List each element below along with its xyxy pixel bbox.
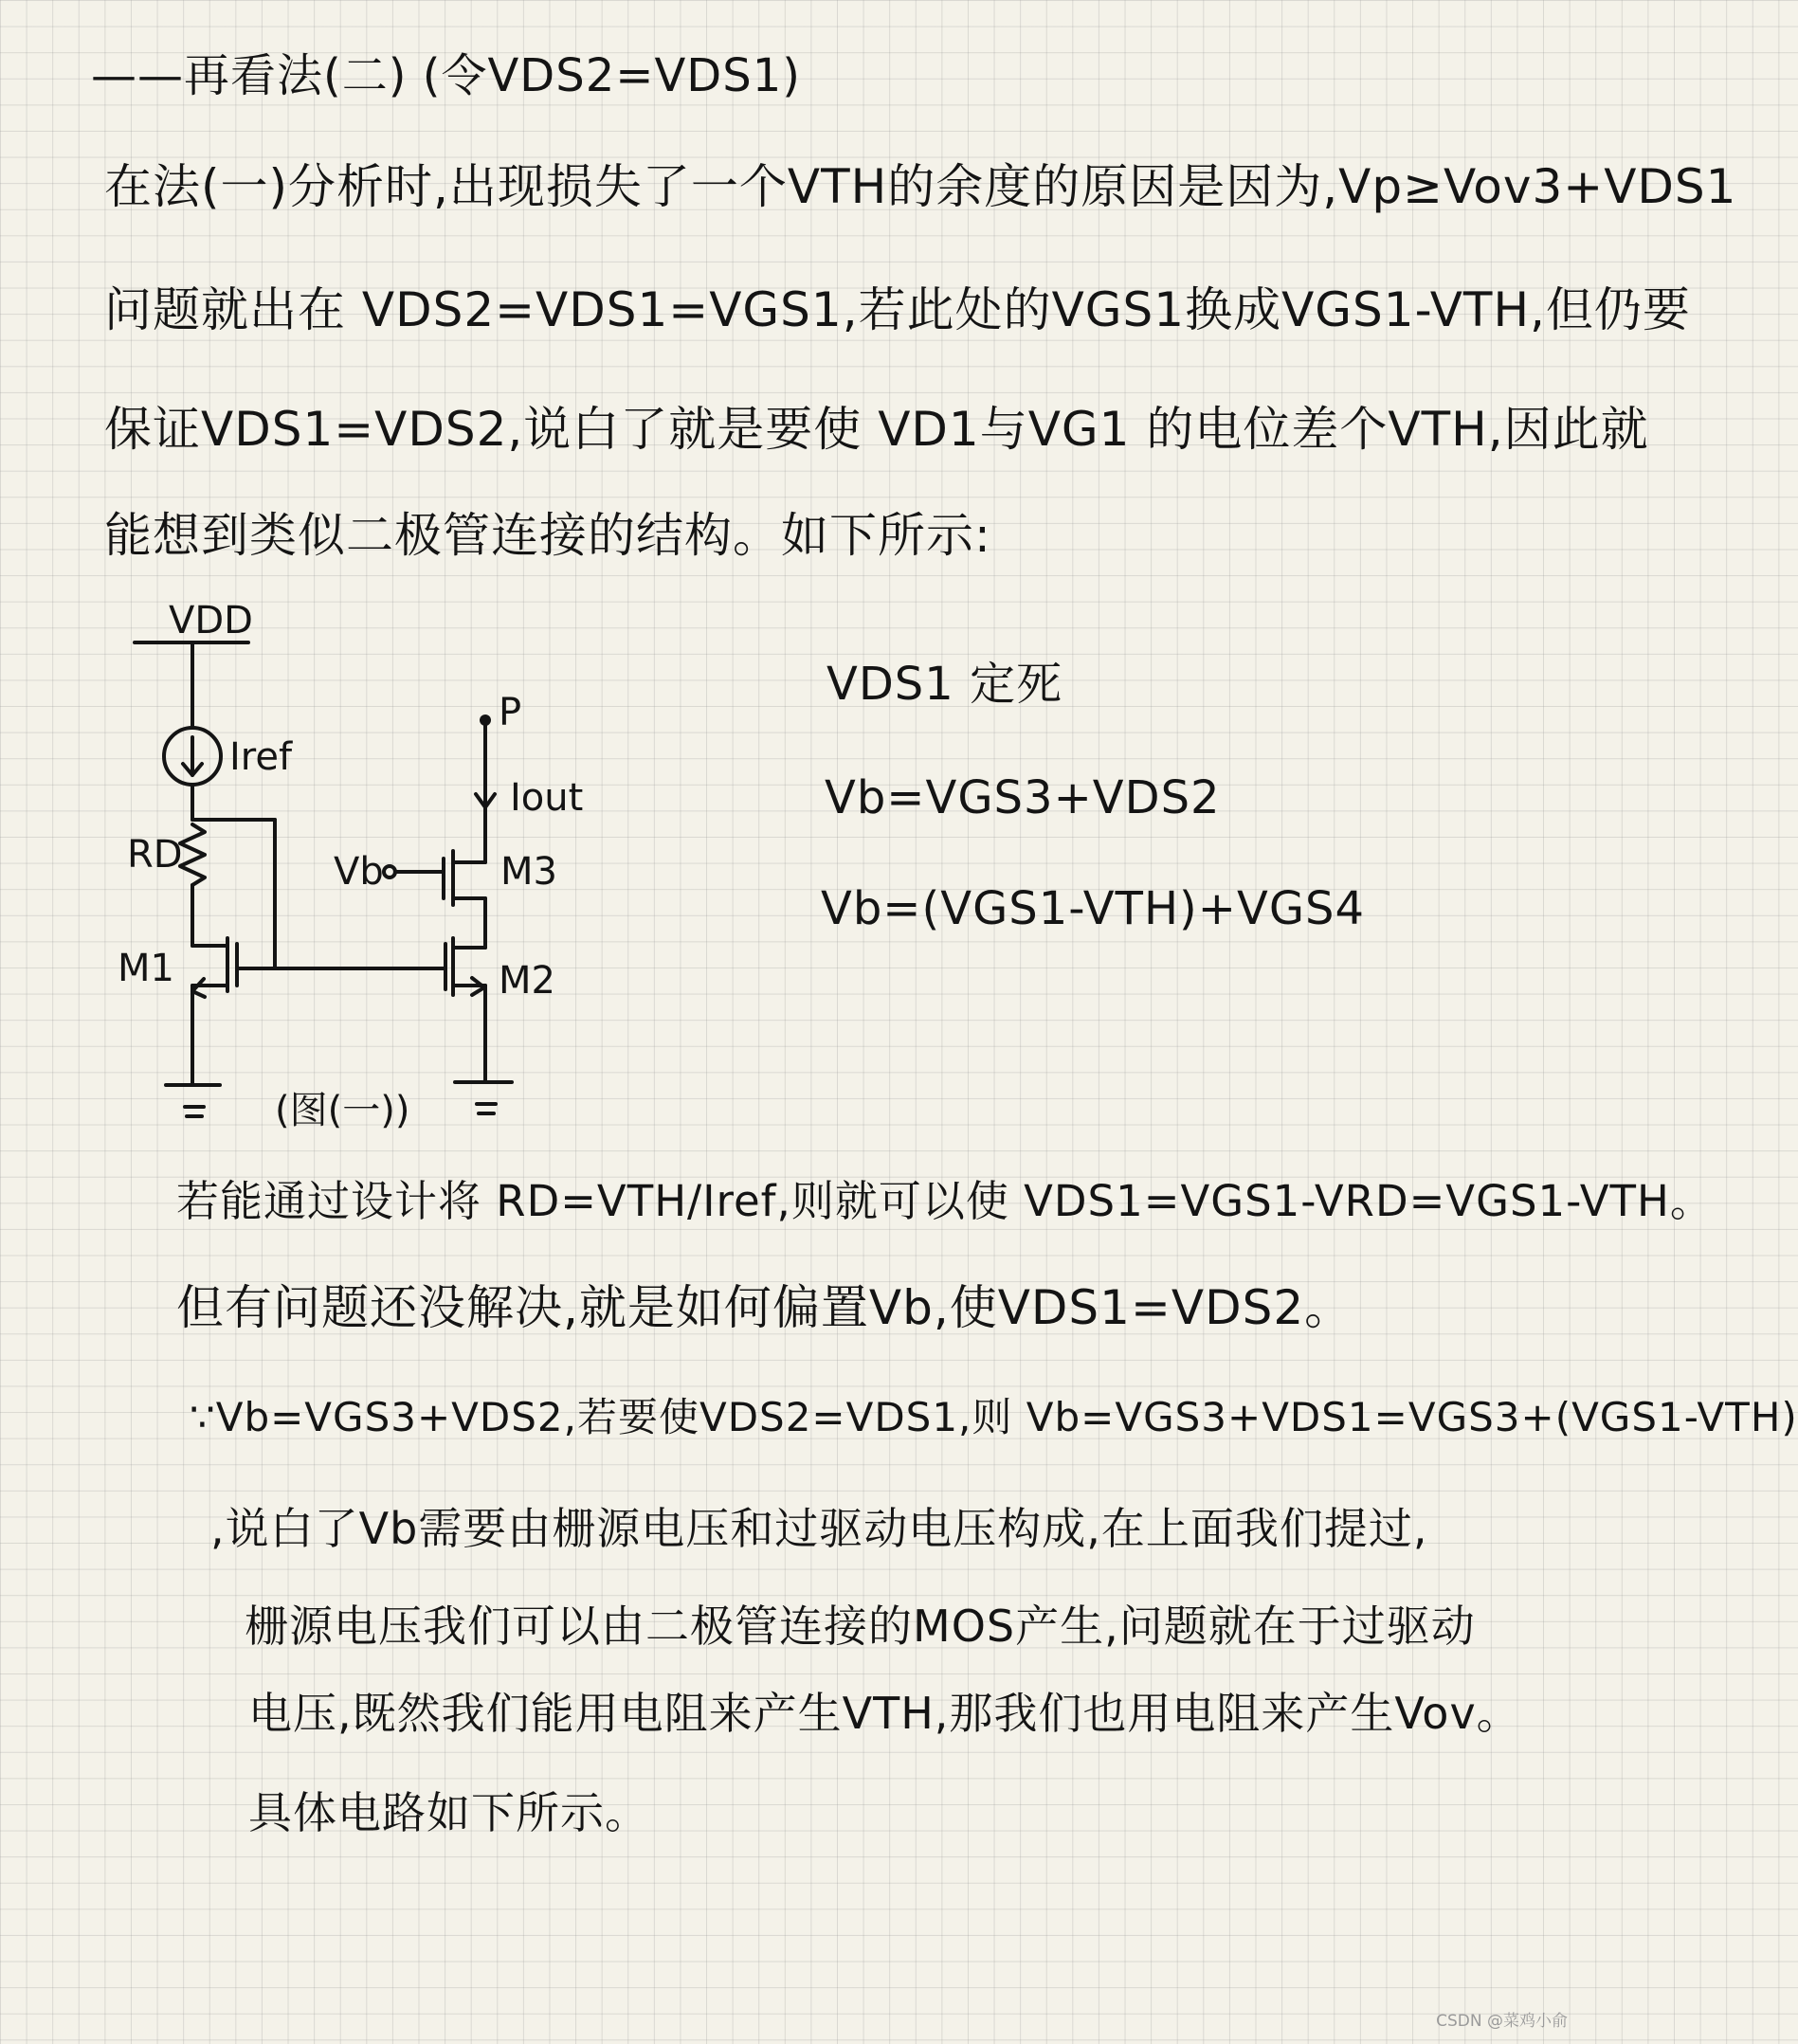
note-line-4: ,说白了Vb需要由栅源电压和过驱动电压构成,在上面我们提过, [210, 1503, 1428, 1554]
paragraph-line-3: 保证VDS1=VDS2,说白了就是要使 VD1与VG1 的电位差个VTH,因此就 [104, 402, 1649, 457]
paragraph-line-4: 能想到类似二极管连接的结构。如下所示: [104, 508, 991, 563]
iref-label: Iref [229, 735, 293, 779]
iout-label: Iout [510, 776, 584, 820]
rd-label: RD [127, 833, 183, 877]
m2-label: M2 [499, 959, 555, 1003]
m3-label: M3 [500, 850, 557, 894]
watermark: CSDN @菜鸡小俞 [1436, 2012, 1568, 2031]
page-title: ——再看法(二) (令VDS2=VDS1) [91, 49, 801, 102]
side-equation-1: VDS1 定死 [826, 658, 1063, 711]
figure-caption: (图(一)) [275, 1089, 410, 1132]
note-line-7: 具体电路如下所示。 [248, 1787, 649, 1838]
note-line-5: 栅源电压我们可以由二极管连接的MOS产生,问题就在于过驱动 [245, 1601, 1476, 1652]
paragraph-line-1: 在法(一)分析时,出现损失了一个VTH的余度的原因是因为,Vp≥Vov3+VDS1 [104, 159, 1737, 214]
paragraph-line-2: 问题就出在 VDS2=VDS1=VGS1,若此处的VGS1换成VGS1-VTH,但仍要 [104, 282, 1691, 337]
output-node-label: P [499, 691, 522, 734]
note-line-3: ∵Vb=VGS3+VDS2,若要使VDS2=VDS1,则 Vb=VGS3+VDS1=VGS3+(VGS1-VTH) [190, 1394, 1798, 1440]
vb-label: Vb [334, 850, 384, 894]
resistor-icon [180, 824, 205, 885]
note-line-1: 若能通过设计将 RD=VTH/Iref,则就可以使 VDS1=VGS1-VRD=VGS1-VTH。 [176, 1176, 1714, 1226]
vb-terminal-icon [384, 866, 395, 877]
side-equation-3: Vb=(VGS1-VTH)+VGS4 [821, 882, 1366, 935]
vdd-label: VDD [169, 599, 253, 642]
side-equation-2: Vb=VGS3+VDS2 [825, 771, 1221, 824]
m1-label: M1 [118, 947, 174, 990]
note-line-2: 但有问题还没解决,就是如何偏置Vb,使VDS1=VDS2。 [176, 1280, 1353, 1335]
note-line-6: 电压,既然我们能用电阻来产生VTH,那我们也用电阻来产生Vov。 [248, 1688, 1521, 1739]
